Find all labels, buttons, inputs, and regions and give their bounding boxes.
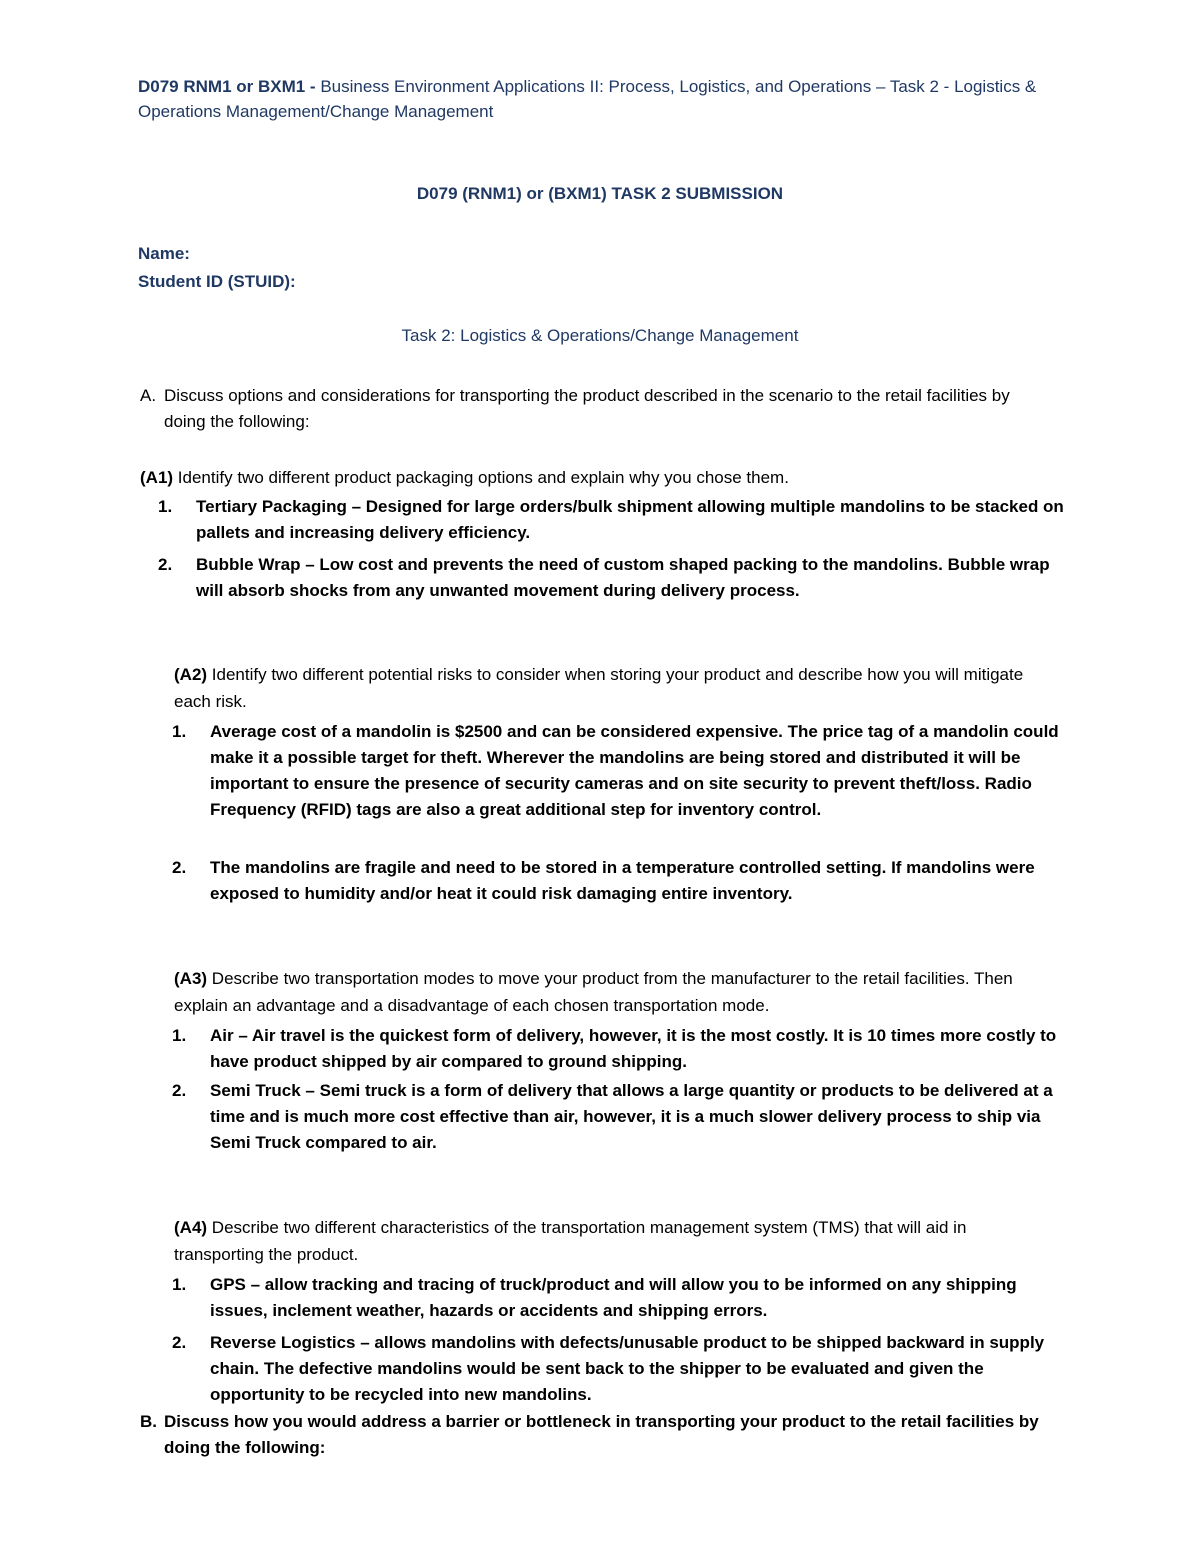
answer-text: Average cost of a mandolin is $2500 and can be considered expensive. The price tag of a mandolin could make it a possible target for theft. Wherever the mandolins are being stored and distributed it will be important to ensure the presence of security cameras and on site security to prevent theft/loss. Radio Frequency (RFID) tags are also a great additional step for inventory control. [210, 722, 1059, 819]
course-header [138, 74, 1058, 124]
list-number: 1. [172, 722, 187, 741]
answer-text: Bubble Wrap – Low cost and prevents the need of custom shaped packing to the mandolins. Bubble wrap will absorb shocks from any unwanted movement during delivery process. [196, 555, 1050, 600]
answer-text: Reverse Logistics – allows mandolins with defects/unusable product to be shipped backward in supply chain. The defective mandolins would be sent back to the shipper to be evaluated and given the opportunity to be recycled into new mandolins. [210, 1333, 1045, 1404]
a3-prompt [174, 965, 1054, 1019]
list-number: 2. [172, 1333, 187, 1352]
a1-answer-1 [158, 494, 1066, 546]
a4-answer-2 [172, 1330, 1070, 1408]
section-a-text: Discuss options and considerations for transporting the product described in the scenario to the retail facilities by doing the following: [164, 386, 1010, 431]
a1-prompt [140, 464, 1040, 491]
section-b [140, 1409, 1040, 1461]
a1-tag: (A1) [140, 468, 174, 487]
list-number: 1. [172, 1275, 187, 1294]
list-number: 2. [158, 555, 173, 574]
a3-answer-1 [172, 1023, 1070, 1075]
a4-prompt-text: Describe two different characteristics of the transportation management system (TMS) that will aid in transporting the product. [174, 1218, 967, 1264]
a1-answer-2 [158, 552, 1066, 604]
answer-text: Air – Air travel is the quickest form of delivery, however, it is the most costly. It is 10 times more costly to have product shipped by air compared to ground shipping. [210, 1026, 1057, 1071]
list-number: 1. [158, 497, 173, 516]
a2-answer-2 [172, 855, 1070, 907]
section-a [140, 383, 1040, 435]
a2-tag: (A2) [174, 665, 208, 684]
submission-title: D079 (RNM1) or (BXM1) TASK 2 SUBMISSION [416, 184, 784, 203]
a1-prompt-text: Identify two different product packaging options and explain why you chose them. [177, 468, 789, 487]
student-fields [138, 240, 296, 296]
a4-answer-1 [172, 1272, 1070, 1324]
a3-answer-2 [172, 1078, 1070, 1156]
answer-text: GPS – allow tracking and tracing of truck/product and will allow you to be informed on any shipping issues, inclement weather, hazards or accidents and shipping errors. [210, 1275, 1017, 1320]
a4-prompt [174, 1214, 1054, 1268]
list-number: 2. [172, 1081, 187, 1100]
section-b-text: Discuss how you would address a barrier or bottleneck in transporting your product to the retail facilities by doing the following: [164, 1412, 1039, 1457]
course-title: Business Environment Applications II: Process, Logistics, and Operations – Task 2 - Logistics & Operations Management/Change Management [138, 77, 1037, 121]
a2-prompt [174, 661, 1044, 715]
answer-text: Semi Truck – Semi truck is a form of delivery that allows a large quantity or products to be delivered at a time and is much more cost effective than air, however, it is a much slower delivery process to ship via Semi Truck compared to air. [210, 1081, 1053, 1152]
list-number: 1. [172, 1026, 187, 1045]
answer-text: Tertiary Packaging – Designed for large orders/bulk shipment allowing multiple mandolins to be stacked on pallets and increasing delivery efficiency. [196, 497, 1064, 542]
a3-tag: (A3) [174, 969, 208, 988]
course-code: D079 RNM1 or BXM1 - [138, 77, 316, 96]
a3-prompt-text: Describe two transportation modes to move your product from the manufacturer to the retail facilities. Then explain an advantage and a disadvantage of each chosen transportation mode. [174, 969, 1013, 1015]
section-b-letter: B. [140, 1412, 157, 1431]
a4-tag: (A4) [174, 1218, 208, 1237]
task-title: Task 2: Logistics & Operations/Change Management [401, 326, 799, 345]
list-number: 2. [172, 858, 187, 877]
a2-answer-1 [172, 719, 1070, 823]
section-a-letter: A. [140, 386, 157, 405]
name-label: Name: [138, 244, 190, 263]
answer-text: The mandolins are fragile and need to be stored in a temperature controlled setting. If mandolins were exposed to humidity and/or heat it could risk damaging entire inventory. [210, 858, 1035, 903]
a2-prompt-text: Identify two different potential risks to consider when storing your product and describe how you will mitigate each risk. [174, 665, 1024, 711]
student-id-label: Student ID (STUID): [138, 272, 296, 291]
